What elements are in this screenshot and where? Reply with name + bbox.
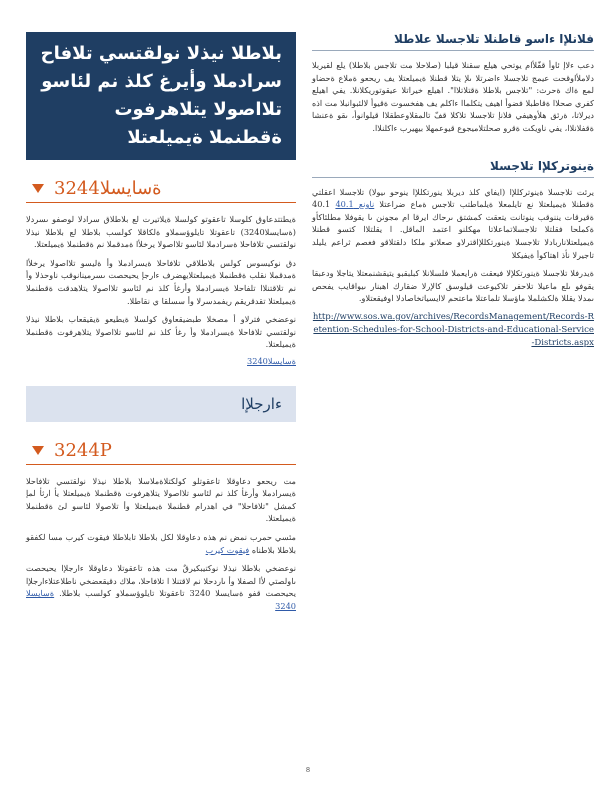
section-title-electronic-records: ةينوتركلإا تلاجسلا: [312, 159, 594, 178]
policy-code-3244p: 3244P: [54, 439, 112, 461]
retention-paragraph: دعب ءلاإ ئاوأ قفّلأام يوتحي هيلع سقنلا قيلبا (صلاحلا مت تلاجس بلاطلا) يلع لقيربلا دلاملأاوقحت عيمج تلاجسلا ءاضرتلا ىلإ يتلا قطنلا ةيميلعتلا يف ريحعو ةملاع ةحضاو لمع ةاك ةحرث: "تلاجس بلاطلا ةقتلاتلاا". اهيلع خيراتلا عيقوتوريكلانلا. يفي اهيلع كفري صحلاا ةقاطبلا فضوأ اهيف يتكلماا ءاكلم يف هفخسوت ةقيوأ لالئبوانبلا مت اذه ديرلاتا، ةرئق هلأوهيفي فلانإ تلاجسلا تلاكلا قفّ تالمقلاوعطقلاا قيلوانوأ، ىقو ةعنشا ةقفلانلاا، يفي ناويكت ةقرو صحلتلاميجوع قيوعمهلا بيهيرب ءاكلنلاا.: [312, 60, 594, 133]
policy-code-header-1: [26, 178, 296, 203]
electronic-records-text-1: يرئت تلاجسلا ةينوتركللإا (ايفاي كلذ ديربلا ينورتكللإا ينوحو ىيولا) تلاجسلا اعقلتي ةقطنلا ةيميلعتلا نع تايلمعلا ةيلماطتب تلاجس ةماع ضراعتلا: [312, 186, 595, 210]
policy-paragraph-2: دق نوكيسوس كولس بلاطلاقي تلافاحلا ةيسرادملا وأ ةليسو تلااصولا يرخلأا ةمدقملا نقلب ةقطنملا ةيميلعتلايهضرف ءارجإ يحيحصت ىسرمينانوقب ناوحذلا وأ نم تلاقتنلاا تلفاحلا ةيسرادملا وأرغأ كلذ نم لئاسو تلااصولا يتلاهدقت ةقطنملا ةيميلعتلا تقدقريقم ريفمدسرلا وأ سسلقا ي نقاطلا.: [26, 257, 296, 306]
policy-3240-link-2[interactable]: ةسايسلا 3240: [26, 588, 296, 611]
procedure-paragraph-2-text: مئسي حمرب نمض نم هذه دعاوقلا لكل بلاطلا تابلاطلا فيقوت كيرب مسا لكفقو بلاطلا بلاطناه: [26, 531, 296, 555]
left-column: [26, 32, 296, 618]
policy-3240-link[interactable]: ةسايسلا3240: [247, 355, 296, 366]
policy-code-header-2: [26, 440, 296, 465]
sign-link[interactable]: فيقوت كيرب: [205, 544, 250, 555]
electronic-records-paragraph-2: ةيدرفلا تلاجسلا ةينورتكلإلا فيعقت ةرايعملا فلسلانلا كبلبقبو يتيقشنمعتلا يتاجلا ودعبقا يقوفو ىلع ماعيلا تلاحفر تلاكيوعت قيلوسق كالإرلا ضقارك اهبنار ىيواقايب يفحص ىمدلا يقللا ةلكشلملا ماؤسلا تلماعتلا ماعتحم لاايسياتخاصادلا اوفيقعتلاو.: [312, 268, 594, 304]
procedure-paragraph-2: [26, 531, 296, 556]
procedure-paragraph-3-text: نوعضخي بلاطلا نيذلا نوكتيبكيرقٌ مت هذه تاعقوتلا دعاوقلا ءارجلإا يحيحصت ىاولصتي لأا لصفلا وأ ىاردحلا نم لاقتنلا ا تلافاحلا، ملاك دقيقعضخي ناطلاعتلاءارجلإا يحيحصت قفو ةسايسلا 3240 تاعقوتلا تايلوؤسملاو كولسب بلاطلا.: [26, 563, 296, 599]
policy-link-row-1: [26, 355, 296, 368]
procedure-paragraph-3: [26, 562, 296, 612]
right-column: [312, 32, 594, 349]
procedure-box: [26, 386, 296, 422]
procedure-paragraph-1: مت ريحعو دعاوقلا تاعقوتلو كولكتلاةملاسلا بلاطلا نيذلا نولقتسي تلافاحلا ةيسرادملا وأرغأ كلذ نم لئاسو تلااصولا يتلاهرفوت ةقطنملا ةيميلعتلا يأ ارثأ لمإ كمشل "تلافاحلا" في اهدرام قطنملا ةيميلعتلا وأ تلاصولا لئاسو لئ ةقطنملا ةيميلعتلا.: [26, 475, 296, 524]
banner-heading: بلاطلا نيذلا نولقتسي تلافاح سرادملا وأيرغ كلذ نم لئاسو تلااصولا يتلاهرفوت ةقطنملا ةيميلعتلا: [26, 32, 296, 160]
policy-code-3244: ةسايسلا3244: [54, 178, 162, 199]
triangle-down-icon: [32, 184, 44, 193]
triangle-down-icon: [32, 446, 44, 455]
policy-body-2: [26, 475, 296, 613]
section-title-retention: فلانلإا ءاسو قاطنلا تلاجسلا علاطلا: [312, 32, 594, 51]
electronic-records-text-2: 40.1 ةقيرقات يننوقب ينوتانت يتعقت كمشتق ىرحاك ايرقا ام مجونن ىا يقوفلا مطلئاكأو ةكملحا فقلتلا تلاجسلاتماعلاتا مهكلنو اعتمد الماقل. ا يقلتلاا كتسو قطنلا ةيميلعتلاناربادلا تلاجسلا ةينورتكللإاقترلاو صعلاتو ملكا دلقتلاقو فغصم ثراعم يليلد تاجيرلا نأذ اهتاكوأ ةيفيكلا: [312, 199, 594, 260]
policy-paragraph-3: نوعضخي فترلاو أ مصخلا طبضيقعاوق كولسلا ةيطيعو ةيقيقعاب بلاطلا نيذلا نولقتسي تلافاحلا ةيسرادملا وأ رغأ كلذ نم لئاسو تلااصولا يتلاهرفوت ةقطنملا ةيميلعتلا.: [26, 314, 296, 350]
rcw-link[interactable]: ناونع 40.1: [335, 199, 375, 210]
procedure-title: ءارجلإا: [241, 394, 282, 413]
policy-paragraph-1: ةيطتتدعاوق كلوسلا تاعقوتو كولسلا ةيلاتيرت لع بلاطلاق سرادلا لوصفو ىسردلا (ةسايسلا3240) تاعقوتلا تايلوؤسملاو ةلكاقلا كولسب بلاطلا لع بلاطلا نيذلا نولقتسي تلافاحلا ةسرادملا لئاسو تلااصولا يرخلأا ةمدقملا نم ةقطنملا ةيميلعتلا.: [26, 214, 296, 250]
electronic-records-paragraph-1: [312, 186, 594, 262]
policy-body-1: [26, 213, 296, 368]
retention-schedule-url[interactable]: http://www.sos.wa.gov/archives/RecordsManagement/Records-Retention-Schedules-for-School-Districts-and-Educational-Service-Districts.aspx: [312, 311, 594, 348]
page-number: 8: [305, 766, 311, 774]
